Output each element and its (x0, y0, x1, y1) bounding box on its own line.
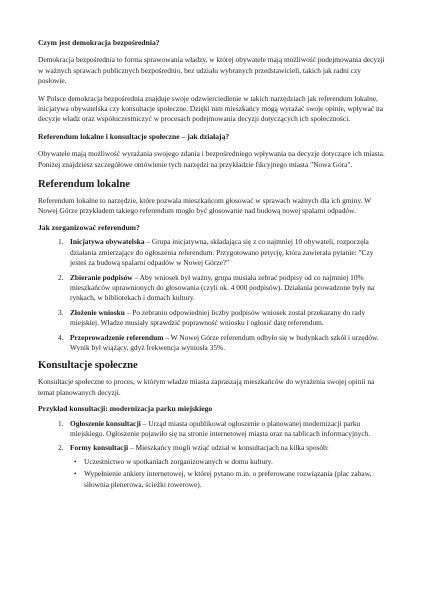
list-number: 2. (58, 443, 64, 453)
list-item (38, 308, 386, 329)
list-item-text: – Aby wniosek był ważny, grupa musiała zebrać podpisy od co najmniej 10% mieszkańców uprawnionych do głosowania (czyli ok. 4 000 podpisów). Działania prowadzone były na rynkach, w bibliotekach i domach kultury. (70, 272, 375, 303)
list-item-text: – Grupa inicjatywna, składająca się z co najmniej 10 obywateli, rozpoczęła działania zmierzające do ogłoszenia referendum. Przygotowano petycję, która zawierała pytanie: "Czy jesteś za budową spalarni odpadów w Nowej Górze?" (70, 237, 374, 268)
paragraph: Obywatele mają możliwość wyrażania swojego zdania i bezpośredniego wpływania na decyzje dotyczące ich miasta. Poniżej znajdziesz szczegółowe omówienie tych narzędzi na przykładzie fikcyjnego miasta "Nowa Góra". (38, 149, 385, 169)
bullet-item (38, 469, 386, 490)
referendum-steps-list (38, 237, 386, 353)
list-item-title: Ogłoszenie konsultacji (70, 418, 141, 428)
paragraph: Referendum lokalne to narzędzie, które pozwala mieszkańcom głosować w sprawach ważnych dla ich gminy. W Nowej Górze przykładem takiego referendum mogło być głosowanie nad budową nowej spalarni odpadów. (38, 196, 371, 216)
bullet-icon: • (74, 469, 77, 479)
list-item-title: Przeprowadzenie referendum (70, 332, 164, 342)
list-item-title: Inicjatywa obywatelska (70, 237, 145, 247)
section-heading-referendum: Referendum lokalne (38, 179, 130, 191)
paragraph: Konsultacje społeczne to proces, w którym władze miasta zapraszają mieszkańców do wyrażenia swojej opinii na temat planowanych decyzji. (38, 377, 375, 397)
list-item (38, 419, 386, 440)
list-item-text: – Urząd miasta opublikował ogłoszenie o planowanej modernizacji parku miejskiego. Ogłoszenie pojawiło się na stronie internetowej miasta oraz na tablicach informacyjnych. (70, 418, 371, 438)
bullet-item (38, 457, 386, 467)
list-item-text: – Mieszkańcy mogli wziąć udział w konsultacjach na kilka sposób: (128, 443, 329, 453)
subheading-consultation-example: Przykład konsultacji: modernizacja parku miejskiego (38, 404, 213, 414)
consultation-steps-list (38, 419, 386, 490)
paragraph: Demokracja bezpośrednia to forma sprawowania władzy, w której obywatele mają możliwość podejmowania decyzji w ważnych sprawach publicznych bezpośrednio, bez udziału wybranych przedstawicieli, takich jak radni czy posłowie. (38, 55, 385, 86)
section-heading-how-they-work: Referendum lokalne i konsultacje społeczne – jak działają? (38, 131, 230, 141)
subheading-organize: Jak zorganizować referendum? (38, 222, 140, 232)
list-number: 1. (58, 418, 64, 428)
list-item-title: Formy konsultacji (70, 443, 129, 453)
list-item-text: – Po zebraniu odpowiedniej liczby podpisów wniosek został przekazany do rady miejskiej. Władze musiały sprawdzić poprawność wniosku i ogłosić datę referendum. (70, 307, 366, 328)
consultation-forms-list (38, 457, 386, 490)
list-number: 4. (58, 332, 64, 342)
list-item (38, 273, 386, 304)
list-item-title: Zbieranie podpisów (70, 272, 133, 282)
list-item (38, 333, 386, 354)
bullet-icon: • (74, 456, 77, 466)
list-number: 3. (58, 307, 64, 317)
section-heading-what-is: Czym jest demokracja bezpośrednia? (38, 38, 160, 47)
bullet-text: Uczestnictwo w spotkaniach zorganizowanych w domu kultury. (84, 456, 273, 466)
list-item-text: – W Nowej Górze referendum odbyło się w budynkach szkół i urzędów. Wynik był wiążący, gdyż frekwencja wyniosła 35%. (70, 332, 379, 352)
list-item (38, 443, 386, 490)
list-number: 1. (58, 237, 64, 247)
section-heading-consultations: Konsultacje społeczne (38, 360, 138, 372)
bullet-text: Wypełnienie ankiety internetowej, w której pytano m.in. o preferowane rozwiązania (plac zabaw, siłownia plenerowa, ścieżki rowerowe). (84, 469, 372, 489)
list-item-title: Złożenie wniosku (70, 307, 125, 317)
list-item (38, 237, 386, 268)
paragraph: W Polsce demokracja bezpośrednia znajduje swoje odzwierciedlenie w takich narzędziach jak referendum lokalne, inicjatywa obywatelska czy konsultacje społeczne. Dzięki nim mieszkańcy mogą wyrażać swoje opinie, wpływać na decyzje władz oraz współuczestniczyć w procesach podejmowania decyzji dotyczących ich społeczności. (38, 93, 383, 124)
list-number: 2. (58, 272, 64, 282)
